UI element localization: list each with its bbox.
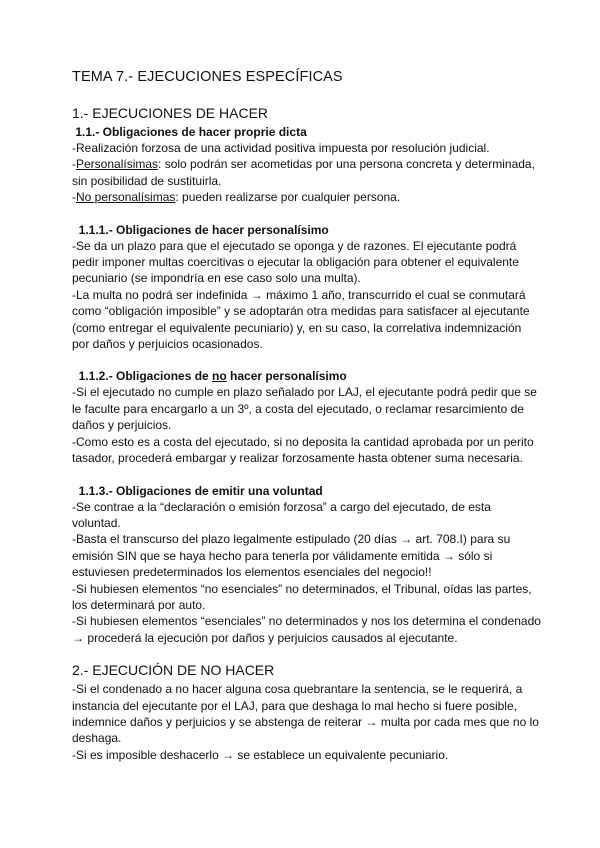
heading-text: hacer personalísimo: [226, 369, 347, 384]
underlined-term: no: [212, 369, 227, 384]
text: : pueden realizarse por cualquier persona.: [175, 190, 401, 205]
heading-text: 1.1.2.- Obligaciones de: [72, 369, 213, 384]
text: : solo podrán ser acometidas por una persona concreta y determinada, sin posibilidad de sustituirla.: [72, 157, 535, 188]
paragraph: -Se da un plazo para que el ejecutado se oponga y de razones. El ejecutante podrá pedir imponer multas coercitivas o ejecutar la obligación para obtener el equivalente pecuniario (se impondría en ese caso solo una multa).: [72, 238, 519, 286]
paragraph: [72, 156, 542, 189]
paragraph: -Basta el transcurso del plazo legalmente estipulado (20 días → art. 708.I) para su emisión SIN que se haya hecho para tenerla por válidamente emitida → sólo si estuviesen predeterminados los elementos esenciales del negocio!!: [72, 532, 511, 580]
paragraph: -La multa no podrá ser indefinida → máximo 1 año, transcurrido el cual se conmutará como “obligación imposible” y se adoptarán otra medidas para satisfacer al ejecutante (como entregar el equivalente pecuniario) y, en su caso, la correlativa indemnización por daños y perjuicios ocasionados.: [72, 287, 530, 352]
document-page: [72, 68, 542, 763]
section-2-heading: 2.- EJECUCIÓN DE NO HACER: [72, 662, 275, 679]
subsection-1-1-2-heading: [72, 368, 542, 384]
paragraph: -Se contrae a la “declaración o emisión forzosa” a cargo del ejecutado, de esta voluntad.: [72, 499, 491, 530]
subsection-1-1-1-heading: 1.1.1.- Obligaciones de hacer personalísimo: [72, 222, 329, 237]
paragraph: -Si es imposible deshacerlo → se establece un equivalente pecuniario.: [72, 747, 449, 762]
paragraph: -Si el ejecutado no cumple en plazo señalado por LAJ, el ejecutante podrá pedir que se le faculte para encargarlo a un 3º, a costa del ejecutado, o reclamar resarcimiento de daños y perjuicios.: [72, 385, 537, 433]
section-1-heading: 1.- EJECUCIONES DE HACER: [72, 105, 269, 121]
paragraph: [72, 189, 542, 205]
dash: -: [72, 157, 76, 172]
paragraph: -Como esto es a costa del ejecutado, si no deposita la cantidad aprobada por un perito tasador, procederá embargar y realizar forzosamente hasta obtener suma necesaria.: [72, 434, 534, 466]
document-title: TEMA 7.- EJECUCIONES ESPECÍFICAS: [72, 69, 343, 85]
underlined-term: No personalísimas: [76, 190, 176, 205]
dash: -: [72, 190, 76, 205]
paragraph: -Si hubiesen elementos “no esenciales” no determinados, el Tribunal, oídas las partes, los determinará por auto.: [72, 581, 532, 612]
subsection-1-1-3-heading: 1.1.3.- Obligaciones de emitir una voluntad: [72, 483, 323, 498]
paragraph: -Si hubiesen elementos “esenciales” no determinados y nos los determina el condenado → procederá la ejecución por daños y perjuicios causados al ejecutante.: [72, 614, 541, 645]
subsection-1-1-heading: 1.1.- Obligaciones de hacer proprie dicta: [72, 125, 307, 139]
paragraph: -Realización forzosa de una actividad positiva impuesta por resolución judicial.: [72, 141, 490, 155]
underlined-term: Personalísimas: [76, 157, 159, 172]
paragraph: -Si el condenado a no hacer alguna cosa quebrantare la sentencia, se le requerirá, a instancia del ejecutante por el LAJ, para que deshaga lo mal hecho si fuere posible, indemnice daños y perjuicios y se abstenga de reiterar → multa por cada mes que no lo deshaga.: [72, 682, 539, 746]
